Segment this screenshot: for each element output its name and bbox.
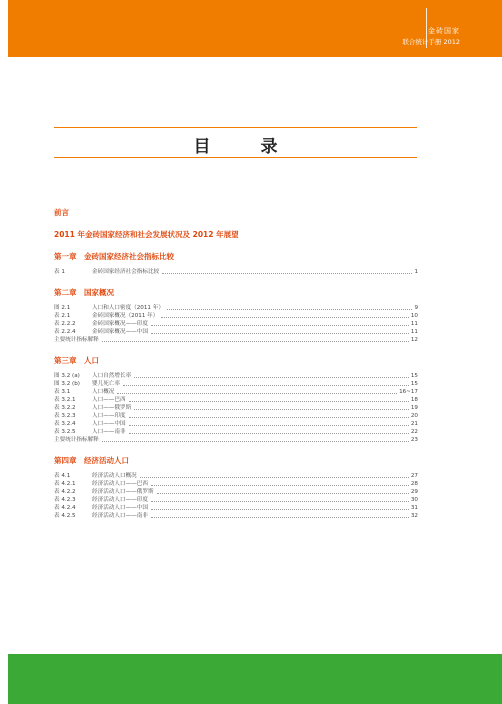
entry-code: 表 4.2.1 (54, 481, 76, 487)
entry-page-number: 20 (410, 413, 418, 419)
dot-leader (151, 509, 409, 510)
entry-title: 人口——中国 (92, 421, 126, 427)
toc-entry[interactable] (54, 496, 418, 504)
entry-code: 表 3.2.1 (54, 397, 76, 403)
entry-title: 金砖国家概况——中国 (92, 329, 148, 335)
entry-page-number: 23 (410, 437, 418, 443)
entry-page-number: 15 (410, 373, 418, 379)
toc-entry[interactable] (54, 472, 418, 480)
entry-code: 图 3.2 (a) (54, 373, 80, 379)
title-rule-bottom (54, 157, 417, 158)
entry-code: 表 2.1 (54, 313, 71, 319)
entry-page-number: 16~17 (399, 389, 418, 395)
dot-leader (140, 477, 409, 478)
page-title: 目 录 (193, 137, 300, 157)
toc-entry[interactable] (54, 396, 418, 404)
entry-page-number: 32 (410, 513, 418, 519)
entry-code: 表 3.2.4 (54, 421, 76, 427)
dot-leader (151, 485, 409, 486)
toc-entry[interactable] (54, 420, 418, 428)
section-spacer (54, 520, 418, 532)
section-heading[interactable]: 前言 (54, 208, 69, 217)
toc-entry[interactable] (54, 412, 418, 420)
entry-title: 经济活动人口——南非 (92, 513, 148, 519)
dot-leader (161, 317, 409, 318)
entry-code: 表 4.2.2 (54, 489, 76, 495)
entry-page-number: 30 (410, 497, 418, 503)
header-band (8, 0, 502, 57)
dot-leader (129, 425, 409, 426)
toc-entry[interactable] (54, 436, 418, 444)
entry-page-number: 11 (410, 321, 418, 327)
section-heading[interactable]: 第四章 经济活动人口 (54, 456, 129, 465)
dot-leader (167, 309, 412, 310)
entry-code: 表 3.1 (54, 389, 71, 395)
dot-leader (151, 333, 409, 334)
entry-page-number: 1 (414, 269, 418, 275)
toc-entry[interactable] (54, 268, 418, 276)
toc-entry[interactable] (54, 320, 418, 328)
section-spacer (54, 444, 418, 456)
dot-leader (134, 377, 409, 378)
entry-code: 表 2.2.2 (54, 321, 76, 327)
entry-code: 表 4.2.3 (54, 497, 76, 503)
series-subtitle: 联合统计手册 2012 (402, 38, 460, 46)
entry-title: 经济活动人口概况 (92, 473, 137, 479)
entry-code: 表 4.1 (54, 473, 71, 479)
toc-entry[interactable] (54, 388, 418, 396)
entry-code: 表 4.2.4 (54, 505, 76, 511)
entry-page-number: 31 (410, 505, 418, 511)
entry-code: 表 1 (54, 269, 65, 275)
dot-leader (123, 385, 409, 386)
toc-entry[interactable] (54, 404, 418, 412)
entry-page-number: 18 (410, 397, 418, 403)
dot-leader (151, 501, 409, 502)
dot-leader (134, 409, 409, 410)
entry-title: 人口——南非 (92, 429, 126, 435)
entry-code: 表 3.2.5 (54, 429, 76, 435)
dot-leader (102, 441, 409, 442)
section-spacer (54, 276, 418, 288)
entry-code: 表 3.2.2 (54, 405, 76, 411)
entry-title: 人口和人口密度（2011 年） (92, 305, 164, 311)
series-name: 金砖国家 (428, 27, 460, 35)
dot-leader (162, 273, 412, 274)
toc-entry[interactable] (54, 380, 418, 388)
entry-code: 图 2.1 (54, 305, 71, 311)
entry-title: 人口——巴西 (92, 397, 126, 403)
toc-entry[interactable] (54, 328, 418, 336)
toc-entry[interactable] (54, 428, 418, 436)
toc-entry[interactable] (54, 304, 418, 312)
entry-page-number: 22 (410, 429, 418, 435)
section-heading[interactable]: 第三章 人口 (54, 356, 99, 365)
section-heading[interactable]: 第一章 金砖国家经济社会指标比较 (54, 252, 174, 261)
entry-title: 人口概况 (92, 389, 115, 395)
entry-page-number: 11 (410, 329, 418, 335)
dot-leader (129, 433, 409, 434)
entry-title: 人口——印度 (92, 413, 126, 419)
entry-title: 金砖国家经济社会指标比较 (92, 269, 160, 275)
entry-page-number: 21 (410, 421, 418, 427)
dot-leader (102, 341, 409, 342)
section-heading[interactable]: 第二章 国家概况 (54, 288, 114, 297)
entry-title: 人口自然增长率 (92, 373, 132, 379)
section-heading[interactable]: 2011 年金砖国家经济和社会发展状况及 2012 年展望 (54, 230, 239, 239)
toc-entry[interactable] (54, 372, 418, 380)
dot-leader (129, 417, 409, 418)
entry-title: 主要统计指标解释 (54, 437, 99, 443)
title-rule-top (54, 127, 417, 128)
entry-title: 经济活动人口——印度 (92, 497, 148, 503)
entry-title: 主要统计指标解释 (54, 337, 99, 343)
entry-page-number: 12 (410, 337, 418, 343)
entry-title: 婴儿死亡率 (92, 381, 120, 387)
toc-entry[interactable] (54, 480, 418, 488)
entry-title: 金砖国家概况（2011 年） (92, 313, 159, 319)
toc-entry[interactable] (54, 312, 418, 320)
toc-entry[interactable] (54, 512, 418, 520)
footer-band (8, 654, 502, 704)
entry-page-number: 27 (410, 473, 418, 479)
entry-title: 人口——俄罗斯 (92, 405, 132, 411)
entry-code: 表 3.2.3 (54, 413, 76, 419)
dot-leader (151, 517, 409, 518)
section-spacer (54, 344, 418, 356)
toc-entry[interactable] (54, 504, 418, 512)
entry-code: 图 3.2 (b) (54, 381, 80, 387)
entry-code: 表 4.2.5 (54, 513, 76, 519)
entry-title: 经济活动人口——中国 (92, 505, 148, 511)
entry-page-number: 15 (410, 381, 418, 387)
dot-leader (129, 401, 409, 402)
entry-title: 金砖国家概况——印度 (92, 321, 148, 327)
entry-page-number: 10 (410, 313, 418, 319)
entry-title: 经济活动人口——巴西 (92, 481, 148, 487)
entry-page-number: 9 (414, 305, 418, 311)
entry-code: 表 2.2.4 (54, 329, 76, 335)
toc-entry[interactable] (54, 488, 418, 496)
entry-page-number: 19 (410, 405, 418, 411)
entry-page-number: 28 (410, 481, 418, 487)
entry-title: 经济活动人口——俄罗斯 (92, 489, 154, 495)
table-of-contents (54, 208, 418, 532)
dot-leader (157, 493, 409, 494)
dot-leader (117, 393, 397, 394)
toc-entry[interactable] (54, 336, 418, 344)
dot-leader (151, 325, 409, 326)
entry-page-number: 29 (410, 489, 418, 495)
